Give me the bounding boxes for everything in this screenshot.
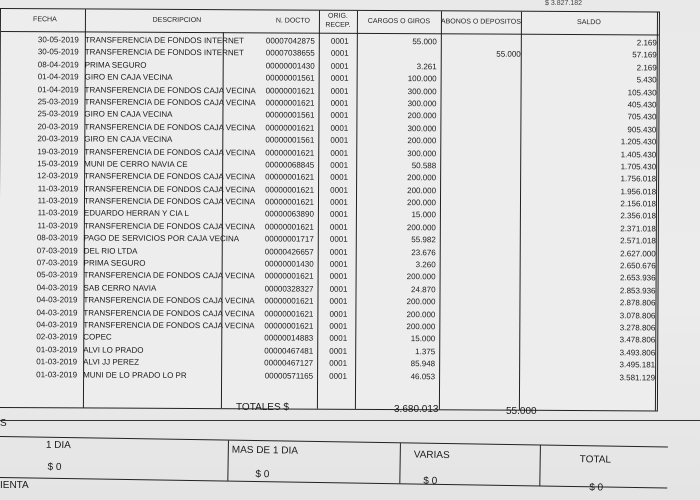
header-orig: ORIG. RECEP. (325, 12, 351, 29)
row-cargos: 3.260 (415, 260, 436, 270)
row-descripcion: TRANSFERENCIA DE FONDOS CAJA VECINA (84, 171, 256, 182)
row-descripcion: GIRO EN CAJA VECINA (84, 72, 173, 83)
row-descripcion: PAGO DE SERVICIOS POR CAJA VECINA (83, 233, 240, 244)
row-saldo: 2.371.018 (620, 224, 656, 234)
row-orig: 0001 (329, 334, 348, 344)
row-cargos: 15.000 (410, 334, 436, 344)
row-fecha: 30-05-2019 (37, 47, 79, 57)
footer-value-mas-de-1-dia: $ 0 (255, 469, 270, 481)
header-fecha: FECHA (33, 15, 57, 23)
row-saldo: 1.956.018 (620, 186, 657, 197)
row-docto: 00000001621 (265, 123, 315, 133)
row-cargos: 1.375 (415, 346, 436, 357)
row-cargos: 200.000 (407, 173, 437, 183)
row-descripcion: EDUARDO HERRAN Y CIA L (83, 208, 190, 219)
header-descripcion: DESCRIPCION (152, 16, 202, 24)
movement-rows (0, 35, 659, 385)
row-saldo: 2.356.018 (620, 211, 656, 221)
row-cargos: 100.000 (407, 74, 437, 84)
row-docto: 00000571165 (264, 370, 314, 381)
section-divider (0, 420, 700, 421)
totals-row (0, 388, 700, 429)
row-docto: 00000001561 (265, 135, 315, 145)
row-fecha: 11-03-2019 (37, 221, 78, 231)
row-fecha: 08-04-2019 (37, 59, 79, 70)
row-descripcion: DEL RIO LTDA (83, 246, 138, 256)
row-cargos: 200.000 (407, 111, 437, 121)
row-saldo: 2.853.936 (619, 286, 656, 296)
totals-label: TOTALES $ (236, 402, 289, 413)
row-fecha: 20-03-2019 (37, 121, 79, 132)
row-docto: 00007038655 (265, 48, 315, 59)
row-descripcion: PRIMA SEGURO (84, 60, 147, 70)
row-fecha: 04-03-2019 (36, 320, 78, 330)
row-saldo: 3.078.806 (619, 310, 656, 321)
row-cargos: 85.948 (410, 359, 436, 369)
row-fecha: 04-03-2019 (36, 283, 78, 293)
row-orig: 0001 (329, 234, 348, 245)
row-docto: 00000001621 (265, 172, 315, 182)
row-saldo: 3.493.806 (619, 348, 656, 358)
row-docto: 00007042875 (265, 36, 315, 46)
row-cargos: 55.000 (412, 37, 437, 47)
footer-value-varias: $ 0 (423, 475, 438, 487)
row-docto: 00000014883 (264, 333, 314, 344)
row-descripcion: TRANSFERENCIA DE FONDOS CAJA VECINA (83, 221, 256, 232)
row-docto: 00000063890 (264, 209, 314, 220)
row-orig: 0001 (330, 135, 349, 145)
row-descripcion: GIRO EN CAJA VECINA (84, 134, 173, 145)
row-fecha: 30-05-2019 (37, 35, 79, 45)
footer-value-1-dia: $ 0 (47, 461, 62, 473)
row-descripcion: TRANSFERENCIA DE FONDOS CAJA VECINA (84, 146, 256, 157)
row-saldo: 3.478.806 (619, 335, 656, 345)
footer-value-total: $ 0 (589, 482, 604, 494)
row-fecha: 15-03-2019 (37, 159, 79, 169)
row-orig: 0001 (329, 210, 348, 220)
row-saldo: 2.650.676 (620, 261, 656, 271)
row-descripcion: TRANSFERENCIA DE FONDOS CAJA VECINA (83, 320, 255, 331)
row-docto: 00000001621 (265, 85, 315, 96)
row-saldo: 905.430 (627, 125, 657, 135)
row-descripcion: MUNI DE LO PRADO LO PR (83, 369, 187, 380)
row-fecha: 07-03-2019 (36, 245, 78, 256)
footer-divider (539, 445, 541, 485)
header-cargos: CARGOS O GIROS (367, 17, 431, 25)
row-descripcion: TRANSFERENCIA DE FONDOS INTERNET (84, 47, 244, 58)
row-saldo: 1.405.430 (620, 149, 657, 159)
row-saldo: 3.581.129 (619, 372, 656, 382)
row-orig: 0001 (329, 309, 348, 319)
row-orig: 0001 (330, 49, 349, 59)
row-orig: 0001 (330, 61, 349, 71)
row-orig: 0001 (329, 284, 348, 294)
row-descripcion: TRANSFERENCIA DE FONDOS CAJA VECINA (84, 184, 256, 195)
row-orig: 0001 (330, 98, 349, 108)
row-docto: 00000001621 (264, 321, 314, 331)
row-fecha: 01-03-2019 (36, 344, 78, 355)
table-row (0, 370, 657, 386)
row-docto: 00000001561 (265, 110, 315, 120)
row-descripcion: TRANSFERENCIA DE FONDOS CAJA VECINA (84, 97, 256, 108)
row-saldo: 2.653.936 (619, 273, 656, 283)
row-abonos: 55.000 (496, 49, 521, 60)
row-descripcion: TRANSFERENCIA DE FONDOS CAJA VECINA (83, 308, 255, 318)
row-cargos: 200.000 (406, 309, 436, 319)
retentions-box (0, 436, 668, 494)
row-saldo: 1.205.430 (620, 137, 657, 147)
row-fecha: 08-03-2019 (36, 233, 78, 243)
row-fecha: 01-04-2019 (37, 84, 79, 94)
row-saldo: 2.169 (636, 63, 657, 73)
header-saldo: SALDO (577, 18, 601, 26)
row-orig: 0001 (330, 123, 349, 133)
row-docto: 00000001561 (265, 73, 315, 83)
row-orig: 0001 (330, 173, 349, 183)
row-cargos: 300.000 (407, 148, 437, 158)
row-docto: 00000001621 (264, 296, 314, 306)
header-abonos: ABONOS O DEPOSITOS (440, 17, 521, 26)
row-orig: 0001 (329, 358, 348, 368)
row-fecha: 02-03-2019 (36, 332, 78, 342)
row-cargos: 24.870 (411, 284, 436, 295)
row-cargos: 200.000 (407, 136, 437, 146)
row-descripcion: COPEC (83, 332, 112, 342)
row-cargos: 23.676 (411, 247, 436, 257)
row-descripcion: TRANSFERENCIA DE FONDOS INTERNET (84, 35, 244, 46)
row-saldo: 1.705.430 (620, 162, 657, 172)
row-cargos: 200.000 (407, 185, 437, 195)
row-saldo: 705.430 (627, 112, 657, 122)
row-docto: 00000001621 (265, 197, 315, 207)
row-orig: 0001 (330, 185, 348, 195)
row-fecha: 25-03-2019 (37, 109, 79, 119)
row-fecha: 04-03-2019 (36, 307, 78, 318)
row-docto: 00000001430 (264, 259, 314, 269)
footer-left-text: IENTA (0, 480, 29, 491)
totals-abonos: 55.000 (506, 406, 537, 417)
header-docto: N. DOCTO (275, 16, 311, 25)
row-cargos: 300.000 (407, 123, 437, 134)
row-descripcion: TRANSFERENCIA DE FONDOS CAJA VECINA (83, 196, 256, 207)
row-fecha: 01-03-2019 (36, 357, 78, 367)
row-saldo: 3.278.806 (619, 323, 656, 333)
row-descripcion: TRANSFERENCIA DE FONDOS CAJA VECINA (84, 122, 256, 133)
row-saldo: 2.169 (636, 38, 657, 48)
row-docto: 00000001430 (265, 61, 315, 71)
footer-divider (399, 443, 401, 483)
row-docto: 00000001717 (264, 234, 314, 244)
row-descripcion: PRIMA SEGURO (83, 258, 146, 268)
row-cargos: 200.000 (406, 272, 436, 282)
row-saldo: 2.156.018 (620, 199, 657, 209)
row-fecha: 19-03-2019 (37, 146, 79, 156)
row-fecha: 25-03-2019 (37, 97, 79, 107)
row-cargos: 15.000 (411, 210, 436, 220)
row-saldo: 57.169 (632, 50, 657, 60)
footer-label-1-dia: 1 DIA (45, 439, 71, 452)
row-descripcion: SAB CERRO NAVIA (83, 283, 157, 293)
footer-divider (227, 441, 229, 481)
row-saldo: 2.571.018 (620, 236, 656, 246)
row-orig: 0001 (330, 148, 349, 158)
row-descripcion: TRANSFERENCIA DE FONDOS CAJA VECINA (83, 295, 255, 306)
row-fecha: 04-03-2019 (36, 295, 78, 305)
row-orig: 0001 (329, 321, 348, 331)
row-orig: 0001 (329, 296, 348, 307)
row-descripcion: GIRO EN CAJA VECINA (84, 109, 173, 120)
row-saldo: 2.878.806 (619, 298, 656, 308)
row-orig: 0001 (330, 160, 349, 170)
row-docto: 00000001621 (265, 98, 315, 108)
row-saldo: 2.627.000 (620, 248, 656, 259)
row-orig: 0001 (329, 272, 348, 282)
top-balance: $ 3.827.182 (545, 0, 582, 7)
footer-label-total: TOTAL (579, 454, 612, 466)
footer-label-mas-de-1-dia: MAS DE 1 DIA (231, 444, 299, 457)
row-orig: 0001 (329, 346, 348, 356)
row-cargos: 3.261 (416, 61, 437, 72)
row-fecha: 01-03-2019 (36, 369, 78, 379)
row-descripcion: TRANSFERENCIA DE FONDOS CAJA VECINA (83, 270, 255, 281)
row-docto: 00000001621 (264, 271, 314, 282)
movements-table (0, 8, 660, 411)
row-saldo: 3.495.181 (619, 360, 656, 370)
row-cargos: 50.588 (411, 161, 437, 171)
row-fecha: 11-03-2019 (37, 196, 79, 206)
row-descripcion: MUNI DE CERRO NAVIA CE (84, 159, 188, 169)
row-fecha: 12-03-2019 (37, 171, 79, 181)
row-docto: 00000467481 (264, 346, 314, 356)
row-fecha: 11-03-2019 (37, 208, 78, 218)
row-orig: 0001 (330, 73, 349, 83)
row-orig: 0001 (330, 197, 348, 207)
row-cargos: 55.982 (411, 235, 436, 245)
row-fecha: 11-03-2019 (37, 183, 79, 194)
row-fecha: 20-03-2019 (37, 134, 79, 144)
row-docto: 00000001621 (265, 185, 315, 195)
row-orig: 0001 (329, 222, 348, 232)
footer-label-varias: VARIAS (413, 449, 450, 462)
row-cargos: 200.000 (406, 222, 436, 233)
row-descripcion: TRANSFERENCIA DE FONDOS CAJA VECINA (84, 85, 256, 95)
row-fecha: 01-04-2019 (37, 72, 79, 82)
row-orig: 0001 (329, 247, 348, 257)
row-orig: 0001 (330, 111, 349, 121)
row-orig: 0001 (330, 86, 349, 96)
row-saldo: 5.430 (636, 75, 657, 85)
row-cargos: 46.053 (410, 371, 436, 381)
row-descripcion: ALVI JJ PEREZ (83, 357, 140, 367)
totals-cargos: 3.680.013 (394, 404, 439, 415)
row-docto: 00000001621 (264, 222, 314, 232)
totals-trailing: S (0, 418, 7, 429)
row-descripcion: ALVI LO PRADO (83, 345, 144, 355)
row-orig: 0001 (330, 36, 349, 46)
row-cargos: 200.000 (406, 322, 436, 332)
row-cargos: 300.000 (407, 99, 437, 109)
row-docto: 00000426657 (264, 247, 314, 257)
row-cargos: 300.000 (407, 86, 437, 96)
row-fecha: 07-03-2019 (36, 258, 78, 268)
row-docto: 00000467127 (264, 358, 314, 368)
retentions-summary (0, 436, 700, 500)
row-cargos: 200.000 (406, 297, 436, 307)
row-fecha: 05-03-2019 (36, 270, 78, 280)
row-docto: 00000068845 (265, 160, 315, 170)
row-docto: 00000001621 (265, 147, 315, 158)
row-docto: 00000001621 (264, 308, 314, 319)
row-docto: 00000328327 (264, 284, 314, 294)
row-saldo: 105.430 (627, 87, 657, 98)
row-orig: 0001 (329, 371, 347, 381)
row-saldo: 1.756.018 (620, 174, 657, 184)
row-orig: 0001 (329, 259, 348, 269)
row-cargos: 200.000 (407, 198, 437, 208)
row-saldo: 405.430 (627, 100, 657, 110)
